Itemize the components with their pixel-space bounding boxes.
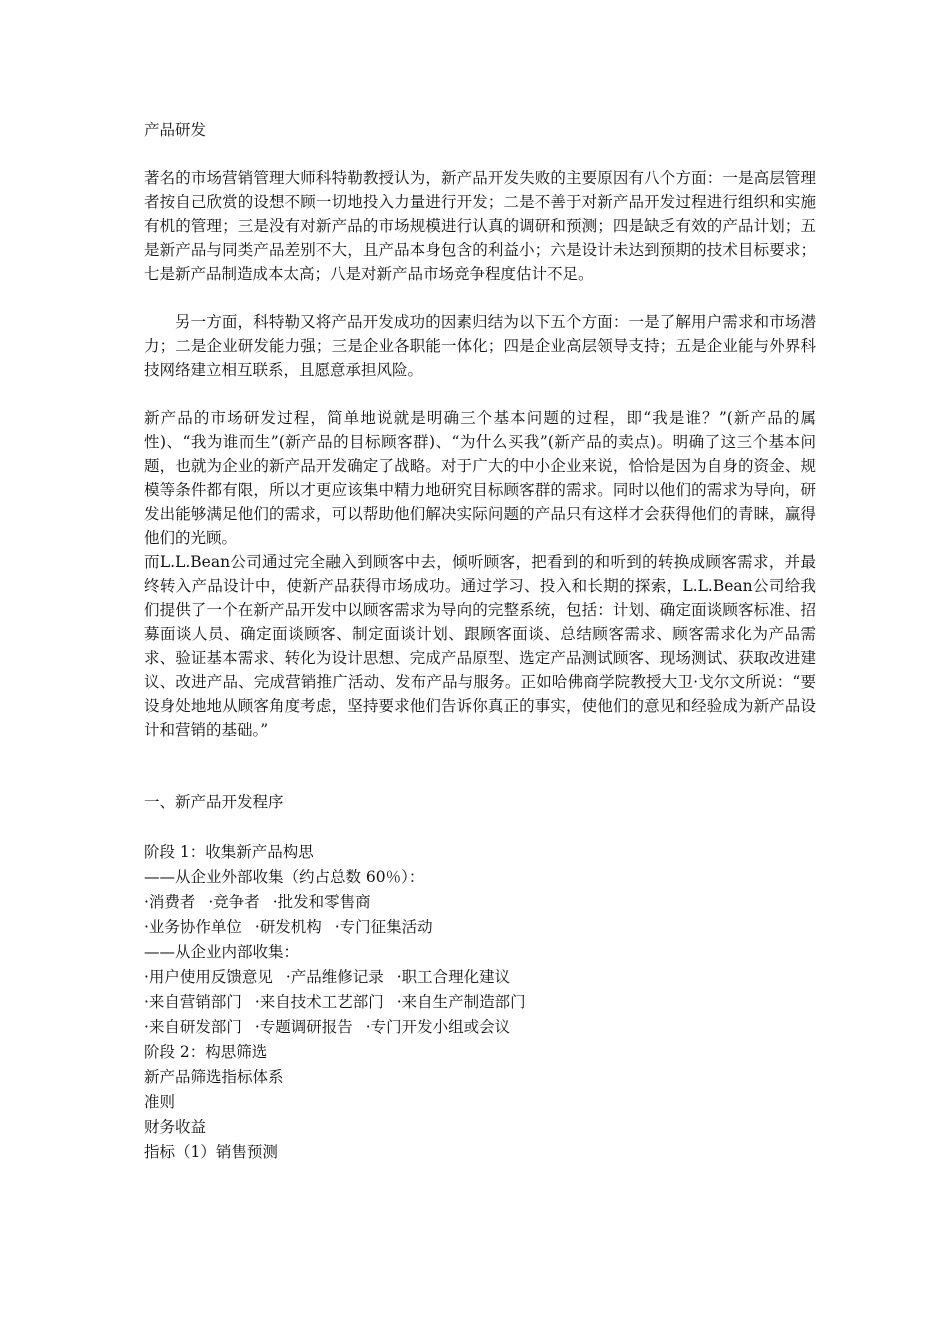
list-item: ·来自研发部门 [144,1018,242,1036]
internal-sources-row-1 [144,965,816,990]
stage-2-heading: 阶段 2：构思筛选 [144,1043,268,1061]
list-item: ·产品维修记录 [285,968,384,986]
list-item: ·竞争者 [208,893,260,911]
list-item: ·消费者 [144,893,196,911]
criteria-label: 准则 [144,1093,176,1111]
external-sources-row-2 [144,915,816,940]
list-item: ·来自技术工艺部门 [254,993,384,1011]
list-item: ·业务协作单位 [144,918,242,936]
indicator-sales-forecast: 指标（1）销售预测 [144,1143,278,1161]
internal-sources-row-2 [144,990,816,1015]
document-page [144,118,816,1165]
list-item: ·来自营销部门 [144,993,242,1011]
section-heading: 一、新产品开发程序 [144,793,284,811]
screening-system: 新产品筛选指标体系 [144,1068,284,1086]
list-item: ·职工合理化建议 [396,968,511,986]
financial-return: 财务收益 [144,1118,207,1136]
list-item: ·专门征集活动 [334,918,433,936]
paragraph-llbean: 而L.L.Bean公司通过完全融入到顾客中去，倾听顾客，把看到的和听到的转换成顾客需求，并最终转入产品设计中，使新产品获得市场成功。通过学习、投入和长期的探索，L.L.Bean公司给我们提供了一个在新产品开发中以顾客需求为导向的完整系统，包括：计划、确定面谈顾客标准、招募面谈人员、确定面谈顾客、制定面谈计划、跟顾客面谈、总结顾客需求、顾客需求化为产品需求、验证基本需求、转化为设计思想、完成产品原型、选定产品测试顾客、现场测试、获取改进建议、改进产品、完成营销推广活动、发布产品与服务。正如哈佛商学院教授大卫·戈尔文所说：“要设身处地地从顾客角度考虑，坚持要求他们告诉你真正的事实，使他们的意见和经验成为新产品设计和营销的基础。” [144,553,816,739]
list-item: ·专门开发小组或会议 [365,1018,511,1036]
paragraph-failure-reasons: 著名的市场营销管理大师科特勒教授认为，新产品开发失败的主要原因有八个方面：一是高层管理者按自己欣赏的设想不顾一切地投入力量进行开发；二是不善于对新产品开发过程进行组织和实施有机的管理；三是没有对新产品的市场规模进行认真的调研和预测；四是缺乏有效的产品计划；五是新产品与同类产品差别不大，且产品本身包含的利益小；六是设计未达到预期的技术目标要求；七是新产品制造成本太高；八是对新产品市场竞争程度估计不足。 [144,169,816,283]
paragraph-success-factors: 另一方面，科特勒又将产品开发成功的因素归结为以下五个方面：一是了解用户需求和市场潜力；二是企业研发能力强；三是企业各职能一体化；四是企业高层领导支持；五是企业能与外界科技网络建立相互联系，且愿意承担风险。 [144,313,816,379]
external-sources-row-1 [144,890,816,915]
stage-1-heading: 阶段 1：收集新产品构思 [144,843,314,861]
list-item: ·用户使用反馈意见 [144,968,273,986]
list-item: ·批发和零售商 [272,893,371,911]
external-sources-heading: ——从企业外部收集（约占总数 60％）： [144,868,425,886]
list-item: ·研发机构 [254,918,322,936]
list-item: ·专题调研报告 [254,1018,353,1036]
internal-sources-heading: ——从企业内部收集： [144,943,300,961]
doc-title: 产品研发 [144,121,207,139]
paragraph-market-research: 新产品的市场研发过程，简单地说就是明确三个基本问题的过程，即“我是谁？”(新产品的属性)、“我为谁而生”(新产品的目标顾客群)、“为什么买我”(新产品的卖点)。明确了这三个基本问题，也就为企业的新产品开发确定了战略。对于广大的中小企业来说，恰恰是因为自身的资金、规模等条件都有限，所以才更应该集中精力地研究目标顾客群的需求。同时以他们的需求为导向，研发出能够满足他们的需求，可以帮助他们解决实际问题的产品只有这样才会获得他们的青睐，赢得他们的光顾。 [144,409,816,547]
list-item: ·来自生产制造部门 [396,993,526,1011]
internal-sources-row-3 [144,1015,816,1040]
